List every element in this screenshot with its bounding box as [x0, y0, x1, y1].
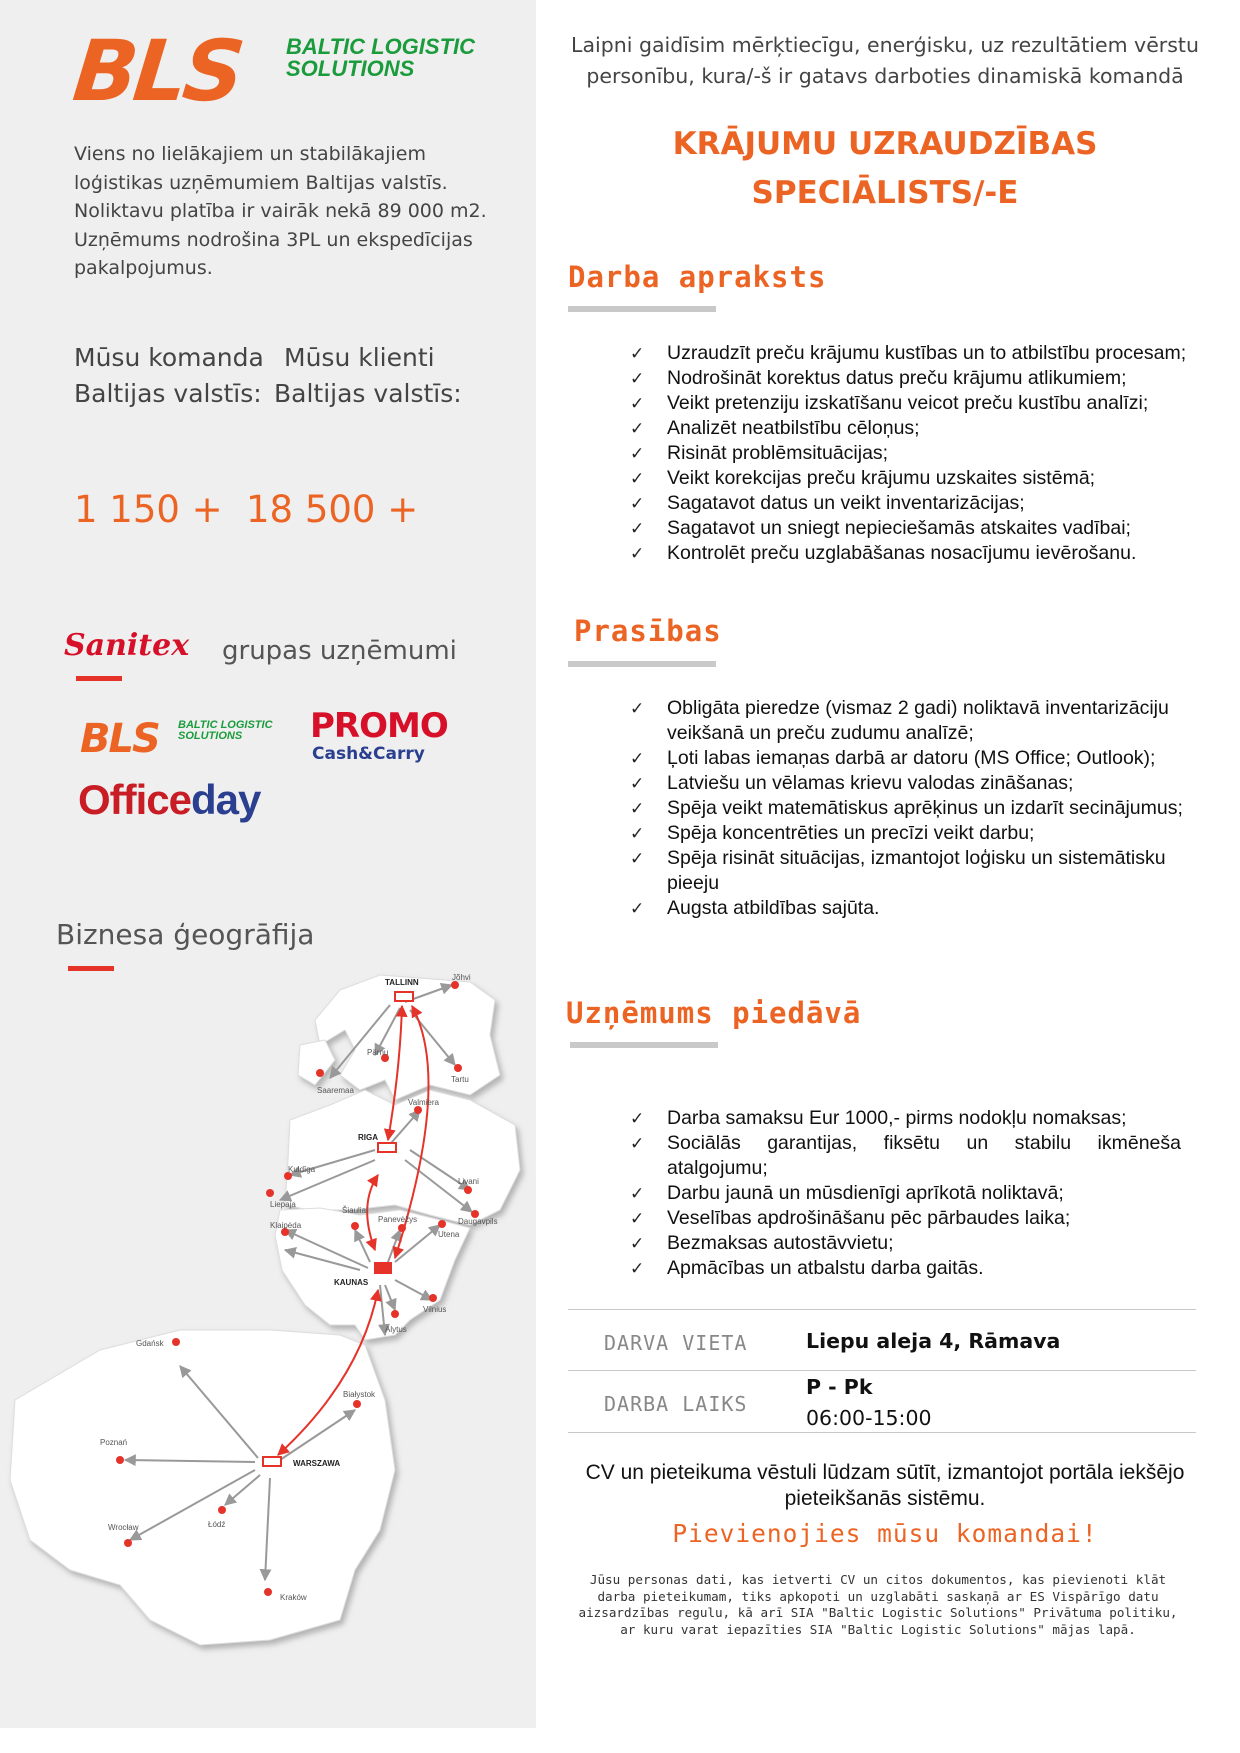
label-tallinn: TALLINN — [385, 978, 419, 987]
pin-wroclaw — [124, 1539, 132, 1547]
stat-clients-label-2: Baltijas valstīs: — [274, 379, 462, 408]
pin-panevezys — [398, 1224, 406, 1232]
list-item-text: Spēja veikt matemātiskus aprēķinus un izdarīt secinājumus; — [667, 797, 1183, 819]
hours-label: DARBA LAIKS — [604, 1392, 748, 1416]
pin-gdansk — [172, 1338, 180, 1346]
checkmark-icon: ✓ — [630, 899, 645, 918]
list-item — [630, 846, 1190, 896]
list-item — [630, 746, 1190, 771]
checkmark-icon: ✓ — [630, 1209, 645, 1228]
company-intro: Viens no lielākajiem un stabilākajiem loģistikas uzņēmumiem Baltijas valstīs. Noliktavu platība ir vairāk nekā 89 000 m2. Uzņēmums nodrošina 3PL un ekspedīcijas pakalpojumus. — [74, 143, 487, 279]
list-item-text: Apmācības un atbalstu darba gaitās. — [667, 1257, 984, 1279]
checkmark-icon: ✓ — [630, 1184, 645, 1203]
list-item — [630, 1206, 1181, 1231]
welcome-text: Laipni gaidīsim mērķtiecīgu, enerģisku, uz rezultātiem vērstu personību, kura/-š ir gatavs darboties dinamiskā komandā — [571, 33, 1199, 88]
checkmark-icon: ✓ — [630, 699, 645, 718]
list-item — [630, 1106, 1181, 1131]
company-promo-subtitle: Cash&Carry — [312, 744, 425, 764]
info-rule-middle — [568, 1370, 1196, 1371]
label-panevezys: Panevėžys — [378, 1215, 418, 1224]
info-rule-bottom — [568, 1432, 1196, 1433]
bls-logo-letters: BLS — [68, 22, 246, 120]
list-item-text: Darba samaksu Eur 1000,- pirms nodokļu nomaksas; — [667, 1107, 1127, 1129]
label-livani: Livani — [458, 1177, 479, 1186]
stat-team-label-2: Baltijas valstīs: — [74, 379, 262, 408]
label-vilnius: Vilnius — [423, 1305, 447, 1314]
company-bls-line2: SOLUTIONS — [178, 730, 243, 742]
officeday-part1: Office — [78, 776, 192, 823]
checkmark-icon: ✓ — [630, 799, 645, 818]
checkmark-icon: ✓ — [630, 444, 645, 463]
stat-team-label-1: Mūsu komanda — [74, 343, 264, 372]
list-item-text: Sagatavot datus un veikt inventarizācijas; — [667, 492, 1025, 514]
group-divider — [76, 676, 122, 681]
join-team-slogan: Pievienojies mūsu komandai! — [672, 1519, 1098, 1548]
label-utena: Utena — [438, 1230, 460, 1239]
pin-vilnius — [429, 1294, 437, 1302]
officeday-part2: day — [191, 776, 261, 823]
stat-clients-label — [274, 340, 462, 412]
list-item-text: Uzraudzīt preču krājumu kustības un to atbilstību procesam; — [667, 342, 1187, 364]
list-item — [630, 541, 1190, 566]
list-item-text: Veikt korekcijas preču krājumu uzskaites sistēmā; — [667, 467, 1096, 489]
checkmark-icon: ✓ — [630, 1259, 645, 1278]
label-parnu: Pärnu — [367, 1048, 389, 1057]
company-bls-line1: BALTIC LOGISTIC — [178, 719, 273, 731]
list-item — [630, 1131, 1181, 1181]
checkmark-icon: ✓ — [630, 749, 645, 768]
job-title — [560, 120, 1210, 218]
hub-riga — [378, 1143, 396, 1152]
stat-team-value: 1 150 + — [74, 488, 223, 531]
pin-utena — [438, 1220, 446, 1228]
bls-logo-line2: SOLUTIONS — [286, 56, 415, 81]
pin-krakow — [264, 1588, 272, 1596]
offer-heading: Uzņēmums piedāvā — [566, 996, 862, 1030]
location-value: Liepu aleja 4, Rāmava — [806, 1329, 1061, 1353]
offer-divider — [570, 1042, 718, 1048]
checkmark-icon: ✓ — [630, 544, 645, 563]
label-johvi: Jõhvi — [452, 973, 471, 982]
requirements-list — [630, 696, 1190, 921]
duties-divider — [568, 306, 716, 312]
list-item-text: Spēja risināt situācijas, izmantojot loģisku un sistemātisku pieeju — [667, 847, 1166, 894]
lithuania-shape — [275, 1208, 470, 1340]
label-bialystok: Białystok — [343, 1390, 376, 1399]
stat-clients-label-1: Mūsu klienti — [284, 343, 435, 372]
pin-lodz — [218, 1506, 226, 1514]
hours-days: P - Pk — [806, 1375, 873, 1399]
label-daugavpils: Daugavpils — [458, 1217, 498, 1226]
geography-title: Biznesa ģeogrāfija — [56, 918, 315, 951]
list-item-text: Latviešu un vēlamas krievu valodas zināšanas; — [667, 772, 1074, 794]
list-item — [630, 896, 1190, 921]
list-item — [630, 1181, 1181, 1206]
list-item — [630, 366, 1190, 391]
list-item-text: Sagatavot un sniegt nepieciešamās atskaites vadībai; — [667, 517, 1131, 539]
checkmark-icon: ✓ — [630, 1234, 645, 1253]
list-item — [630, 821, 1190, 846]
checkmark-icon: ✓ — [630, 519, 645, 538]
label-wroclaw: Wrocław — [108, 1523, 139, 1532]
list-item-text: Ļoti labas iemaņas darbā ar datoru (MS Office; Outlook); — [667, 747, 1156, 769]
pin-saaremaa — [316, 1069, 324, 1077]
list-item-text: Analizēt neatbilstību cēloņus; — [667, 417, 920, 439]
checkmark-icon: ✓ — [630, 494, 645, 513]
hub-kaunas — [374, 1262, 392, 1274]
pin-siauliai — [351, 1222, 359, 1230]
label-siauliai: Šiauliai — [342, 1206, 368, 1215]
label-lodz: Łódź — [208, 1520, 226, 1529]
label-poznan: Poznań — [100, 1438, 128, 1447]
company-bls-logo: BLS — [80, 716, 159, 762]
pin-liepaja — [266, 1189, 274, 1197]
label-valmiera: Valmiera — [408, 1098, 439, 1107]
hub-tallinn — [395, 992, 413, 1001]
checkmark-icon: ✓ — [630, 1134, 645, 1153]
company-bls-subtitle — [178, 720, 273, 742]
checkmark-icon: ✓ — [630, 774, 645, 793]
list-item — [630, 1231, 1181, 1256]
list-item-text: Nodrošināt korektus datus preču krājumu atlikumiem; — [667, 367, 1127, 389]
list-item-text: Darbu jaunā un mūsdienīgi aprīkotā noliktavā; — [667, 1182, 1064, 1204]
company-officeday-logo — [78, 776, 260, 824]
stat-clients-value: 18 500 + — [246, 488, 419, 531]
hours-time: 06:00-15:00 — [806, 1406, 932, 1430]
label-tartu: Tartu — [451, 1075, 469, 1084]
label-kaunas: KAUNAS — [334, 1278, 369, 1287]
pin-alytus — [391, 1310, 399, 1318]
list-item — [630, 341, 1190, 366]
list-item-text: Veselības apdrošināšanu pēc pārbaudes laika; — [667, 1207, 1071, 1229]
checkmark-icon: ✓ — [630, 369, 645, 388]
checkmark-icon: ✓ — [630, 849, 645, 868]
pin-livani — [464, 1186, 472, 1194]
pin-valmiera — [414, 1106, 422, 1114]
list-item-text: Kontrolēt preču uzglabāšanas nosacījumu ievērošanu. — [667, 542, 1137, 564]
list-item — [630, 441, 1190, 466]
list-item — [630, 466, 1190, 491]
job-title-line2: SPECIĀLISTS/-E — [751, 175, 1019, 211]
list-item — [630, 416, 1190, 441]
list-item — [630, 391, 1190, 416]
pin-poznan — [116, 1456, 124, 1464]
list-item — [630, 1256, 1181, 1281]
info-rule-top — [568, 1309, 1196, 1310]
checkmark-icon: ✓ — [630, 824, 645, 843]
latvia-shape — [285, 1090, 520, 1225]
checkmark-icon: ✓ — [630, 469, 645, 488]
list-item-text: Obligāta pieredze (vismaz 2 gadi) noliktavā inventarizāciju veikšanā un preču zudumu analīzē; — [667, 697, 1169, 744]
label-liepaja: Liepaja — [270, 1200, 296, 1209]
label-saaremaa: Saaremaa — [317, 1086, 354, 1095]
hub-warszawa — [263, 1457, 281, 1466]
bls-logo — [68, 22, 494, 120]
label-riga: RIGA — [358, 1133, 378, 1142]
pin-bialystok — [353, 1400, 361, 1408]
label-gdansk: Gdańsk — [136, 1339, 164, 1348]
cv-instructions: CV un pieteikuma vēstuli lūdzam sūtīt, izmantojot portāla iekšējo pieteikšanās sistēmu. — [585, 1461, 1185, 1510]
saaremaa-shape — [298, 1040, 335, 1085]
job-title-line1: KRĀJUMU UZRAUDZĪBAS — [672, 126, 1098, 162]
list-item-text: Veikt pretenziju izskatīšanu veicot preču kustību analīzi; — [667, 392, 1149, 414]
list-item — [630, 771, 1190, 796]
duties-heading: Darba apraksts — [568, 260, 827, 294]
list-item — [630, 491, 1190, 516]
poland-shape — [10, 1330, 395, 1645]
requirements-heading: Prasības — [574, 614, 722, 648]
checkmark-icon: ✓ — [630, 394, 645, 413]
group-companies-label: grupas uzņēmumi — [222, 636, 457, 666]
bls-logo-subtitle — [286, 36, 475, 80]
list-item — [630, 796, 1190, 821]
left-panel — [0, 0, 536, 1728]
label-alytus: Alytus — [385, 1325, 407, 1334]
list-item-text: Augsta atbildības sajūta. — [667, 897, 880, 919]
pin-tartu — [454, 1064, 462, 1072]
label-warszawa: WARSZAWA — [293, 1459, 341, 1468]
stat-team-label — [74, 340, 264, 412]
checkmark-icon: ✓ — [630, 1109, 645, 1128]
list-item-text: Risināt problēmsituācijas; — [667, 442, 889, 464]
business-geography-map — [0, 970, 536, 1670]
label-krakow: Kraków — [280, 1593, 307, 1602]
list-item — [630, 516, 1190, 541]
sanitex-logo: Sanitex — [64, 628, 190, 663]
list-item — [630, 696, 1190, 746]
location-label: DARVA VIETA — [604, 1331, 748, 1355]
bls-logo-line1: BALTIC LOGISTIC — [286, 34, 476, 59]
list-item-text: Spēja koncentrēties un precīzi veikt darbu; — [667, 822, 1035, 844]
requirements-divider — [568, 661, 716, 667]
label-klaipeda: Klaipėda — [270, 1221, 302, 1230]
company-promo-logo: PROMO — [310, 706, 448, 746]
label-kuldiga: Kuldīga — [288, 1165, 316, 1174]
list-item-text: Bezmaksas autostāvvietu; — [667, 1232, 894, 1254]
list-item-text: Sociālās garantijas, fiksētu un stabilu ikmēneša atalgojumu; — [667, 1132, 1181, 1179]
gdpr-notice: Jūsu personas dati, kas ietverti CV un citos dokumentos, kas pievienoti klāt darba pieteikumam, tiks apkopoti un uzglabāti saskaņā ar ES Vispārīgo datu aizsardzības regulu, kā arī SIA "Baltic Logistic Solutions" Privātuma politiku, ar kuru varat iepazīties SIA "Baltic Logistic Solutions" mājas lapā. — [578, 1572, 1178, 1637]
checkmark-icon: ✓ — [630, 419, 645, 438]
pin-johvi — [451, 981, 459, 989]
checkmark-icon: ✓ — [630, 344, 645, 363]
offer-list — [630, 1106, 1181, 1281]
duties-list — [630, 341, 1190, 566]
